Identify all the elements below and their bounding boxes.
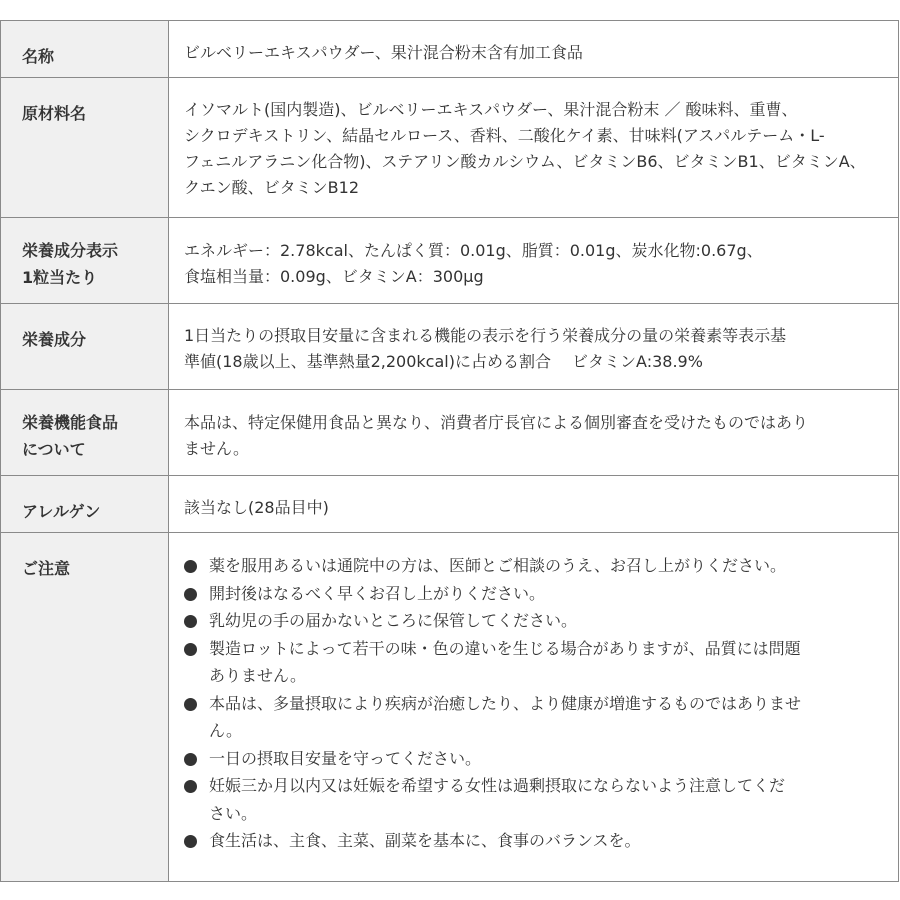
value-ingredients — [169, 78, 899, 218]
row-nutrient-component — [1, 304, 899, 390]
caution-line: ん。 — [209, 721, 242, 740]
bullet-icon — [184, 560, 197, 573]
bullet-icon — [184, 698, 197, 711]
caution-line: 妊娠三か月以内又は妊娠を希望する女性は過剰摂取にならないよう注意してくだ — [209, 776, 786, 795]
label-caution: ご注意 — [1, 533, 169, 882]
caution-item — [184, 827, 884, 855]
bullet-icon — [184, 615, 197, 628]
bullet-icon — [184, 588, 197, 601]
nutrient-line: 1日当たりの摂取目安量に含まれる機能の表示を行う栄養成分の量の栄養素等表示基 — [184, 326, 787, 345]
label-nutrient-component: 栄養成分 — [1, 304, 169, 390]
value-nutrition-facts — [169, 218, 899, 304]
caution-item — [184, 635, 884, 690]
caution-line: ありません。 — [209, 666, 306, 685]
caution-line: 薬を服用あるいは通院中の方は、医師とご相談のうえ、お召し上がりください。 — [209, 556, 786, 575]
bullet-icon — [184, 835, 197, 848]
label-line: 栄養機能食品 — [22, 413, 119, 432]
caution-item — [184, 745, 884, 773]
label-food-with-function-claims — [1, 390, 169, 476]
label-allergen: アレルゲン — [1, 476, 169, 533]
bullet-icon — [184, 753, 197, 766]
row-name — [1, 21, 899, 78]
caution-line: 製造ロットによって若干の味・色の違いを生じる場合がありますが、品質には問題 — [209, 638, 801, 658]
caution-line: 乳幼児の手の届かないところに保管してください。 — [209, 611, 578, 630]
label-name: 名称 — [1, 21, 169, 78]
nutrition-line: エネルギー：2.78kcal、たんぱく質：0.01g、脂質：0.01g、炭水化物:0.67g、 — [184, 241, 763, 260]
row-nutrition-facts — [1, 218, 899, 304]
caution-item — [184, 690, 884, 745]
caution-item — [184, 580, 884, 608]
ingredients-line: イソマルト(国内製造)、ビルベリーエキスパウダー、果汁混合粉末 ／ 酸味料、重曹、 — [184, 100, 798, 119]
value-name: ビルベリーエキスパウダー、果汁混合粉末含有加工食品 — [169, 21, 899, 78]
ffc-line: 本品は、特定保健用食品と異なり、消費者庁長官による個別審査を受けたものではあり — [184, 413, 809, 432]
value-food-with-function-claims — [169, 390, 899, 476]
nutrition-line: 食塩相当量：0.09g、ビタミンA：300μg — [184, 267, 484, 286]
label-line: 1粒当たり — [22, 268, 98, 287]
caution-line: 本品は、多量摂取により疾病が治癒したり、より健康が増進するものではありませ — [209, 693, 802, 713]
bullet-icon — [184, 780, 197, 793]
caution-item — [184, 607, 884, 635]
caution-line: 開封後はなるべく早くお召し上がりください。 — [209, 583, 546, 603]
ffc-line: ません。 — [184, 439, 249, 458]
nutrient-line: 準値(18歳以上、基準熱量2,200kcal)に占める割合 ビタミンA:38.9% — [184, 352, 703, 371]
row-ingredients — [1, 78, 899, 218]
product-spec-table — [0, 20, 899, 882]
caution-line: さい。 — [209, 803, 258, 823]
row-allergen — [1, 476, 899, 533]
label-ingredients: 原材料名 — [1, 78, 169, 218]
caution-item — [184, 552, 884, 580]
caution-list — [184, 552, 884, 855]
label-line: について — [22, 440, 86, 459]
row-food-with-function-claims — [1, 390, 899, 476]
ingredients-line: クエン酸、ビタミンB12 — [184, 178, 360, 197]
value-allergen: 該当なし(28品目中) — [169, 476, 899, 533]
ingredients-line: シクロデキストリン、結晶セルロース、香料、二酸化ケイ素、甘味料(アスパルテーム・L- — [184, 126, 825, 145]
caution-line: 一日の摂取目安量を守ってください。 — [209, 748, 482, 768]
value-caution — [169, 533, 899, 882]
ingredients-line: フェニルアラニン化合物)、ステアリン酸カルシウム、ビタミンB6、ビタミンB1、ビタミンA、 — [184, 152, 866, 171]
caution-line: 食生活は、主食、主菜、副菜を基本に、食事のバランスを。 — [209, 831, 641, 850]
bullet-icon — [184, 643, 197, 656]
label-line: 栄養成分表示 — [22, 241, 119, 260]
row-caution — [1, 533, 899, 882]
label-nutrition-facts — [1, 218, 169, 304]
caution-item — [184, 772, 884, 827]
value-nutrient-component — [169, 304, 899, 390]
